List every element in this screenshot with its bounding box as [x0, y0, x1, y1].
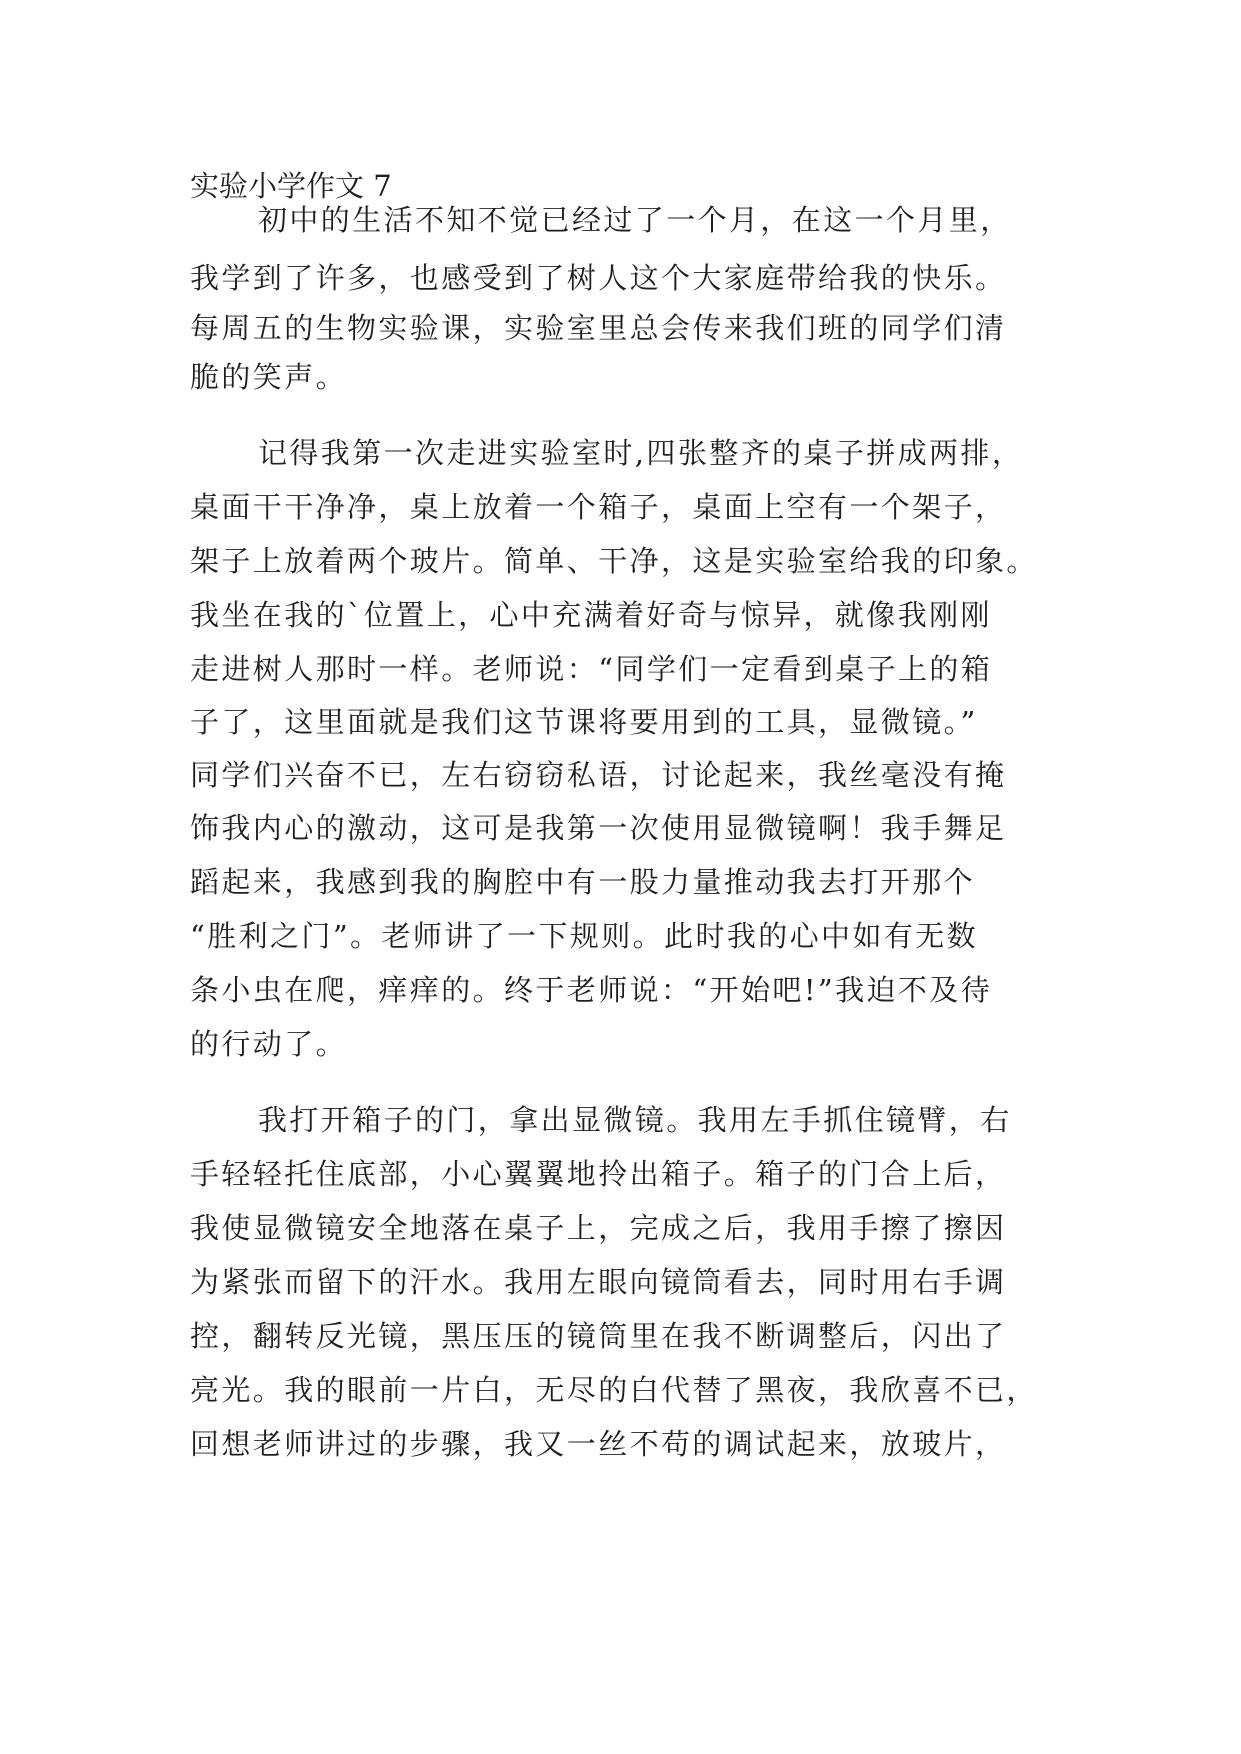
text-line: 蹈起来，我感到我的胸腔中有一股力量推动我去打开那个 — [190, 865, 976, 899]
text-line: 我使显微镜安全地落在桌子上，完成之后，我用手擦了擦因 — [190, 1211, 1007, 1245]
text-line: 我坐在我的`位置上，心中充满着好奇与惊异，就像我刚刚 — [190, 598, 992, 632]
text-line: “胜利之门”。老师讲了一下规则。此时我的心中如有无数 — [190, 919, 979, 953]
text-line: 子了，这里面就是我们这节课将要用到的工具，显微镜。” — [190, 705, 978, 739]
text-line: 控，翻转反光镜，黑压压的镜筒里在我不断调整后，闪出了 — [190, 1319, 1007, 1353]
text-line: 亮光。我的眼前一片白，无尽的白代替了黑夜，我欣喜不已， — [190, 1373, 1038, 1407]
document-title: 实验小学作文 7 — [190, 169, 392, 203]
text-line: 饰我内心的激动，这可是我第一次使用显微镜啊！我手舞足 — [190, 811, 1007, 845]
text-line: 记得我第一次走进实验室时,四张整齐的桌子拼成两排， — [258, 436, 1024, 470]
text-line: 桌面干干净净，桌上放着一个箱子，桌面上空有一个架子， — [190, 490, 1007, 524]
text-line: 架子上放着两个玻片。简单、干净，这是实验室给我的印象。 — [190, 544, 1038, 578]
text-line: 走进树人那时一样。老师说：“同学们一定看到桌子上的箱 — [190, 652, 993, 686]
text-line: 脆的笑声。 — [190, 360, 348, 394]
text-line: 回想老师讲过的步骤，我又一丝不苟的调试起来，放玻片， — [190, 1427, 1007, 1461]
text-line: 我学到了许多，也感受到了树人这个大家庭带给我的快乐。 — [190, 261, 1007, 295]
text-line: 条小虫在爬，痒痒的。终于老师说：“开始吧!”我迫不及待 — [190, 973, 993, 1007]
text-line: 手轻轻托住底部，小心翼翼地拎出箱子。箱子的门合上后， — [190, 1157, 1007, 1191]
text-line: 我打开箱子的门，拿出显微镜。我用左手抓住镜臂，右 — [258, 1103, 1012, 1137]
text-line: 为紧张而留下的汗水。我用左眼向镜筒看去，同时用右手调 — [190, 1265, 1007, 1299]
text-line: 同学们兴奋不已，左右窃窃私语，讨论起来，我丝毫没有掩 — [190, 758, 1007, 792]
text-line: 的行动了。 — [190, 1027, 348, 1061]
text-line: 每周五的生物实验课，实验室里总会传来我们班的同学们清 — [190, 311, 1007, 345]
text-line: 初中的生活不知不觉已经过了一个月，在这一个月里， — [258, 203, 1012, 237]
